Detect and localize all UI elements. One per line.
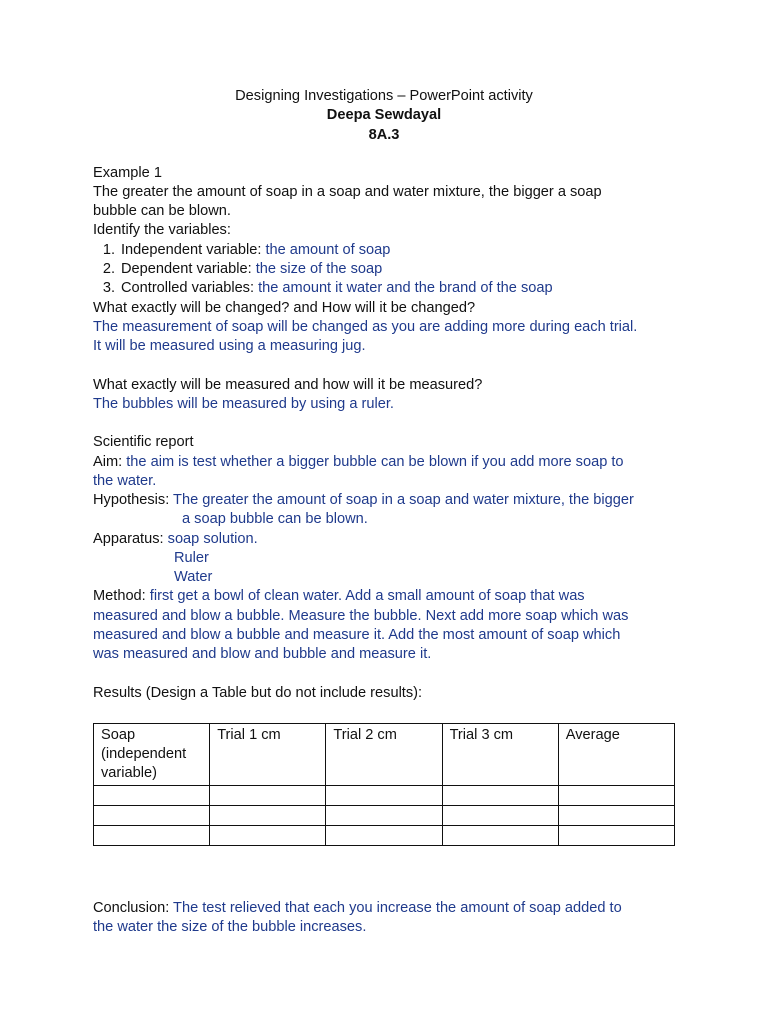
method-text: first get a bowl of clean water. Add a small amount of soap that was: [149, 588, 585, 604]
table-cell: [210, 806, 326, 826]
answer-changed-line-1: The measurement of soap will be changed as you are adding more during each trial.: [93, 319, 638, 335]
table-cell: [558, 826, 674, 846]
class-code: 8A.3: [368, 127, 400, 143]
example-statement-line-1: The greater the amount of soap in a soap and water mixture, the bigger a soap: [93, 184, 602, 200]
table-cell: [558, 786, 674, 806]
table-cell: [442, 786, 558, 806]
variable-item-independent: [93, 241, 390, 260]
variable-item-controlled: [93, 279, 553, 298]
list-number: 3.: [102, 280, 115, 296]
aim-line-2: the water.: [93, 473, 157, 489]
table-row: [94, 806, 675, 826]
identify-variables-prompt: Identify the variables:: [93, 222, 231, 238]
aim-line-1: [93, 453, 624, 472]
example-heading: Example 1: [93, 165, 162, 181]
variable-answer: the amount it water and the brand of the soap: [258, 280, 553, 296]
table-cell: [326, 826, 442, 846]
apparatus-item: soap solution.: [167, 531, 258, 547]
table-header-cell: Trial 2 cm: [326, 724, 442, 786]
variable-label: Controlled variables:: [121, 280, 259, 296]
table-cell: [326, 806, 442, 826]
method-label: Method:: [93, 588, 150, 604]
table-cell: [442, 806, 558, 826]
aim-text: the aim is test whether a bigger bubble can be blown if you add more soap to: [126, 454, 624, 470]
method-line-2: measured and blow a bubble. Measure the bubble. Next add more soap which was: [93, 608, 629, 624]
apparatus-item: Ruler: [174, 550, 209, 566]
method-line-3: measured and blow a bubble and measure it. Add the most amount of soap which: [93, 627, 621, 643]
table-row: [94, 786, 675, 806]
report-heading: Scientific report: [93, 434, 194, 450]
document-title: Designing Investigations – PowerPoint activity: [235, 88, 533, 104]
hypothesis-line-2: a soap bubble can be blown.: [182, 511, 368, 527]
hypothesis-label: Hypothesis:: [93, 492, 174, 508]
apparatus-line: [93, 530, 258, 549]
conclusion-line-1: [93, 899, 622, 918]
results-label: Results (Design a Table but do not include results):: [93, 685, 423, 701]
variable-item-dependent: [93, 260, 382, 279]
aim-label: Aim:: [93, 454, 127, 470]
question-changed: What exactly will be changed? and How will it be changed?: [93, 300, 476, 316]
answer-measured: The bubbles will be measured by using a ruler.: [93, 396, 394, 412]
table-header-cell: Average: [558, 724, 674, 786]
list-number: 2.: [102, 261, 115, 277]
example-statement-line-2: bubble can be blown.: [93, 203, 231, 219]
table-row: [94, 826, 675, 846]
method-line-1: [93, 587, 585, 606]
variable-label: Dependent variable:: [121, 261, 256, 277]
author-name: Deepa Sewdayal: [326, 107, 442, 123]
variable-answer: the amount of soap: [265, 242, 391, 258]
variable-label: Independent variable:: [121, 242, 266, 258]
table-header-cell: Trial 3 cm: [442, 724, 558, 786]
results-table: [93, 723, 675, 846]
method-line-4: was measured and blow and bubble and measure it.: [93, 646, 432, 662]
list-number: 1.: [102, 242, 115, 258]
table-cell: [210, 786, 326, 806]
variable-answer: the size of the soap: [255, 261, 383, 277]
question-measured: What exactly will be measured and how will it be measured?: [93, 377, 483, 393]
table-cell: [94, 806, 210, 826]
hypothesis-line-1: [93, 491, 634, 510]
answer-changed-line-2: It will be measured using a measuring jug.: [93, 338, 366, 354]
conclusion-line-2: the water the size of the bubble increases.: [93, 919, 367, 935]
table-cell: [94, 826, 210, 846]
table-header-row: [94, 724, 675, 786]
table-cell: [442, 826, 558, 846]
table-header-cell: Soap (independent variable): [94, 724, 210, 786]
apparatus-item: Water: [174, 569, 213, 585]
table-cell: [558, 806, 674, 826]
table-cell: [94, 786, 210, 806]
table-cell: [326, 786, 442, 806]
table-cell: [210, 826, 326, 846]
apparatus-label: Apparatus:: [93, 531, 168, 547]
hypothesis-text: The greater the amount of soap in a soap and water mixture, the bigger: [173, 492, 634, 508]
conclusion-text: The test relieved that each you increase the amount of soap added to: [173, 900, 622, 916]
conclusion-label: Conclusion:: [93, 900, 174, 916]
table-header-cell: Trial 1 cm: [210, 724, 326, 786]
